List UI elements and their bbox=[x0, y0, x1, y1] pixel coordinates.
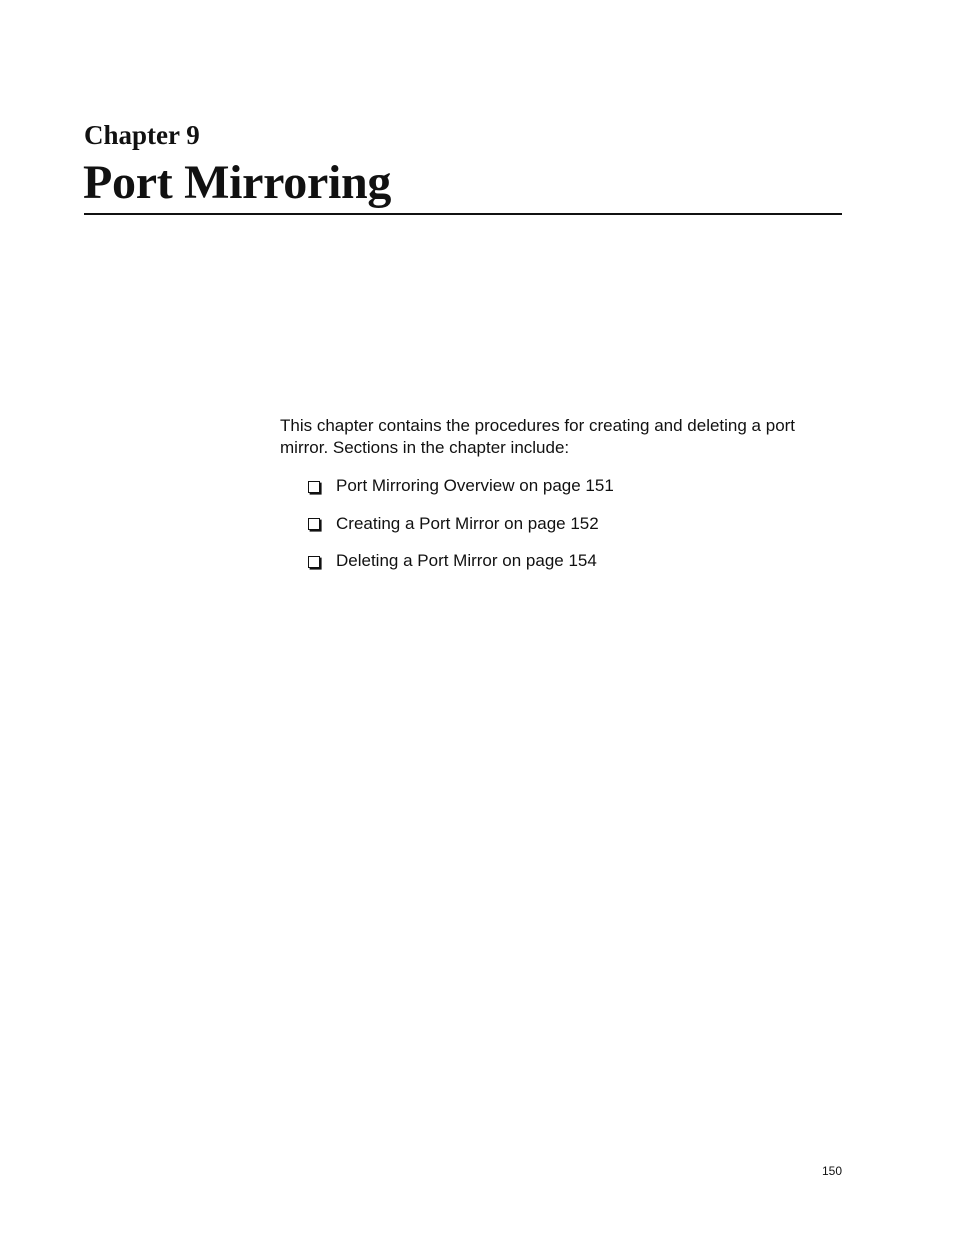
title-divider bbox=[84, 213, 842, 215]
chapter-title: Port Mirroring bbox=[83, 156, 392, 209]
checkbox-bullet-icon bbox=[308, 481, 320, 493]
section-list bbox=[308, 475, 614, 588]
list-item[interactable] bbox=[308, 475, 614, 497]
list-item[interactable] bbox=[308, 550, 614, 572]
checkbox-bullet-icon bbox=[308, 518, 320, 530]
section-link-deleting-port-mirror[interactable]: Deleting a Port Mirror on page 154 bbox=[336, 551, 597, 570]
intro-paragraph: This chapter contains the procedures for creating and deleting a port mirror. Sections in the chapter include: bbox=[280, 416, 796, 457]
chapter-label: Chapter 9 bbox=[84, 120, 200, 150]
section-link-creating-port-mirror[interactable]: Creating a Port Mirror on page 152 bbox=[336, 513, 599, 533]
section-link-port-mirroring-overview[interactable]: Port Mirroring Overview on page 151 bbox=[336, 476, 614, 495]
checkbox-bullet-icon bbox=[308, 556, 320, 568]
list-item[interactable] bbox=[308, 513, 614, 535]
page-number: 150 bbox=[821, 1164, 842, 1178]
